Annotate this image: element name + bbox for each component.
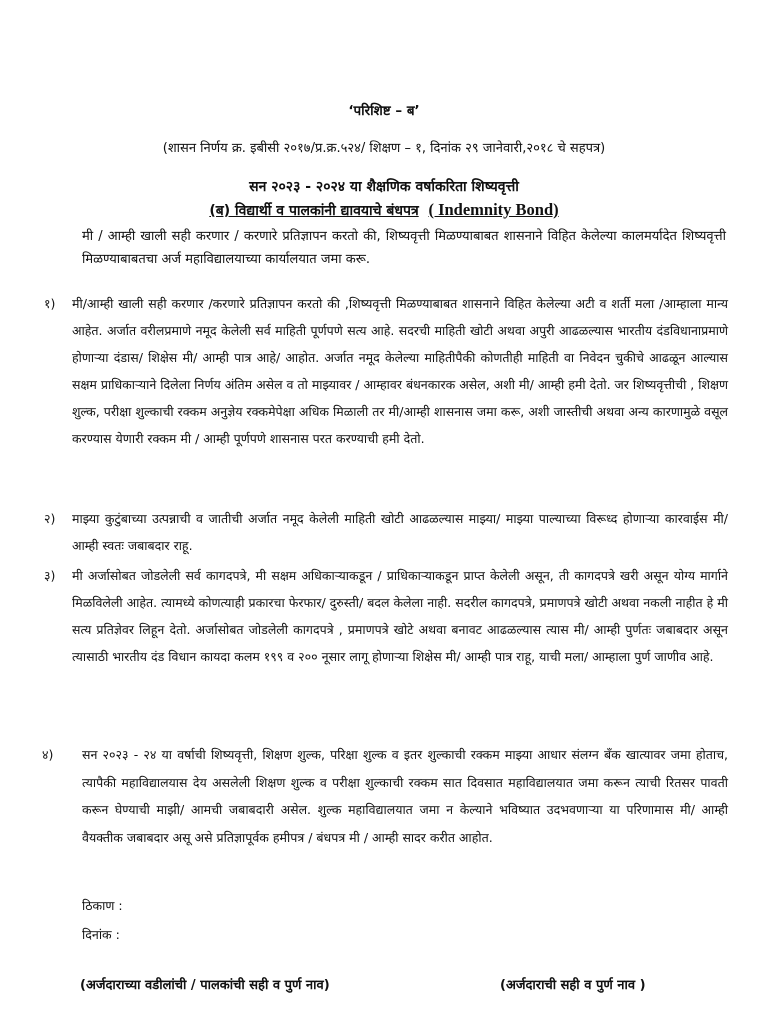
annex-title: ‘परिशिष्ट – ब’ bbox=[348, 103, 420, 119]
intro-paragraph: मी / आम्ही खाली सही करणार / करणारे प्रतिज्ञापन करतो की, शिष्यवृत्ती मिळण्याबाबत शासनाने विहित केलेल्या कालमर्यादेत शिष्यवृत्ती मिळण्याबाबतचा अर्ज महाविद्यालयाच्या कार्यालयात जमा करू. bbox=[82, 229, 726, 267]
declaration-item-3 bbox=[36, 562, 728, 670]
bond-heading-marathi: (ब) विद्यार्थी व पालकांनी द्यावयाचे बंधपत्र bbox=[209, 203, 419, 219]
scholarship-heading: सन २०२३ - २०२४ या शैक्षणिक वर्षाकरिता शिष्यवृत्ती bbox=[249, 179, 519, 195]
declaration-item-2 bbox=[36, 505, 728, 559]
item-number: १) bbox=[44, 296, 56, 311]
government-resolution-reference: (शासन निर्णय क्र. इबीसी २०१७/प्र.क्र.५२४/ शिक्षण – १, दिनांक २९ जानेवारी,२०१८ चे सहपत्र) bbox=[162, 141, 606, 156]
item-text: सन २०२३ - २४ या वर्षाची शिष्यवृत्ती, शिक्षण शुल्क, परिक्षा शुल्क व इतर शुल्काची रक्कम माझ्या आधार संलग्न बँक खात्यावर जमा होताच, त्यापैकी महाविद्यालयास देय असलेली शिक्षण शुल्क व परीक्षा शुल्काची रक्कम सात दिवसात महाविद्यालयात जमा करून त्याची रितसर पावती करून घेण्याची माझी/ आमची जबाबदारी असेल. शुल्क महाविद्यालयात जमा न केल्याने भविष्यात उदभवणाऱ्या या परिणामास मी/ आम्ही वैयक्तीक जबाबदार असू असे प्रतिज्ञापूर्वक हमीपत्र / बंधपत्र मी / आम्ही सादर करीत आहोत. bbox=[82, 747, 728, 845]
declaration-item-1 bbox=[36, 290, 728, 452]
item-text: मी अर्जासोबत जोडलेली सर्व कागदपत्रे, मी सक्षम अधिकाऱ्याकडून / प्राधिकाऱ्याकडून प्राप्त केलेली असून, ती कागदपत्रे खरी असून योग्य मार्गाने मिळविलेली आहेत. त्यामध्ये कोणत्याही प्रकारचा फेरफार/ दुरुस्ती/ बदल केलेला नाही. सदरील कागदपत्रे, प्रमाणपत्रे खोटी अथवा नकली नाहीत हे मी सत्य प्रतिज्ञेवर लिहून देतो. अर्जासोबत जोडलेली कागदपत्रे , प्रमाणपत्रे खोटे अथवा बनावट आढळल्यास त्यास मी/ आम्ही पुर्णतः जबाबदार असून त्यासाठी भारतीय दंड विधान कायदा कलम १९९ व २०० नूसार लागू होणाऱ्या शिक्षेस मी/ आम्ही पात्र राहू, याची मला/ आम्हाला पुर्ण जाणीव आहे. bbox=[72, 568, 728, 664]
declaration-item-4 bbox=[36, 741, 728, 851]
item-text: माझ्या कुटुंबाच्या उत्पन्नाची व जातीची अर्जात नमूद केलेली माहिती खोटी आढळल्यास माझ्या/ माझ्या पाल्याच्या विरूध्द होणाऱ्या कारवाईस मी/ आम्ही स्वतः जबाबदार राहू. bbox=[72, 511, 728, 553]
bond-heading bbox=[0, 200, 768, 220]
item-number: ४) bbox=[42, 747, 54, 762]
item-number: २) bbox=[44, 511, 56, 526]
parent-signature-label: (अर्जदाराच्या वडीलांची / पालकांची सही व पुर्ण नाव) bbox=[80, 978, 330, 993]
applicant-signature-label: (अर्जदाराची सही व पुर्ण नाव ) bbox=[500, 978, 646, 993]
item-number: ३) bbox=[44, 568, 56, 583]
item-text: मी/आम्ही खाली सही करणार /करणारे प्रतिज्ञापन करतो की ,शिष्यवृत्ती मिळण्याबाबत शासनाने विहित केलेल्या अटी व शर्ती मला /आम्हाला मान्य आहेत. अर्जात वरीलप्रमाणे नमूद केलेली सर्व माहिती पूर्णपणे सत्य आहे. सदरची माहिती खोटी अथवा अपुरी आढळल्यास भारतीय दंडविधानाप्रमाणे होणाऱ्या दंडास/ शिक्षेस मी/ आम्ही पात्र आहे/ आहोत. अर्जात नमूद केलेल्या माहितीपैकी कोणतीही माहिती वा निवेदन चुकीचे आढळून आल्यास सक्षम प्राधिकाऱ्याने दिलेला निर्णय अंतिम असेल व तो माझ्यावर / आम्हावर बंधनकारक असेल, अशी मी/ आम्ही हमी देतो. जर शिष्यवृत्तीची , शिक्षण शुल्क, परीक्षा शुल्काची रक्कम अनुज्ञेय रक्कमेपेक्षा अधिक मिळाली तर मी/आम्ही शासनास जमा करू, अशी जास्तीची अथवा अन्य कारणामुळे वसूल करण्यास येणारी रक्कम मी / आम्ही पूर्णपणे शासनास परत करण्याची हमी देतो. bbox=[72, 296, 728, 446]
date-label: दिनांक : bbox=[82, 927, 120, 942]
bond-heading-english: ( Indemnity Bond) bbox=[428, 200, 559, 219]
place-label: ठिकाण : bbox=[82, 898, 123, 913]
